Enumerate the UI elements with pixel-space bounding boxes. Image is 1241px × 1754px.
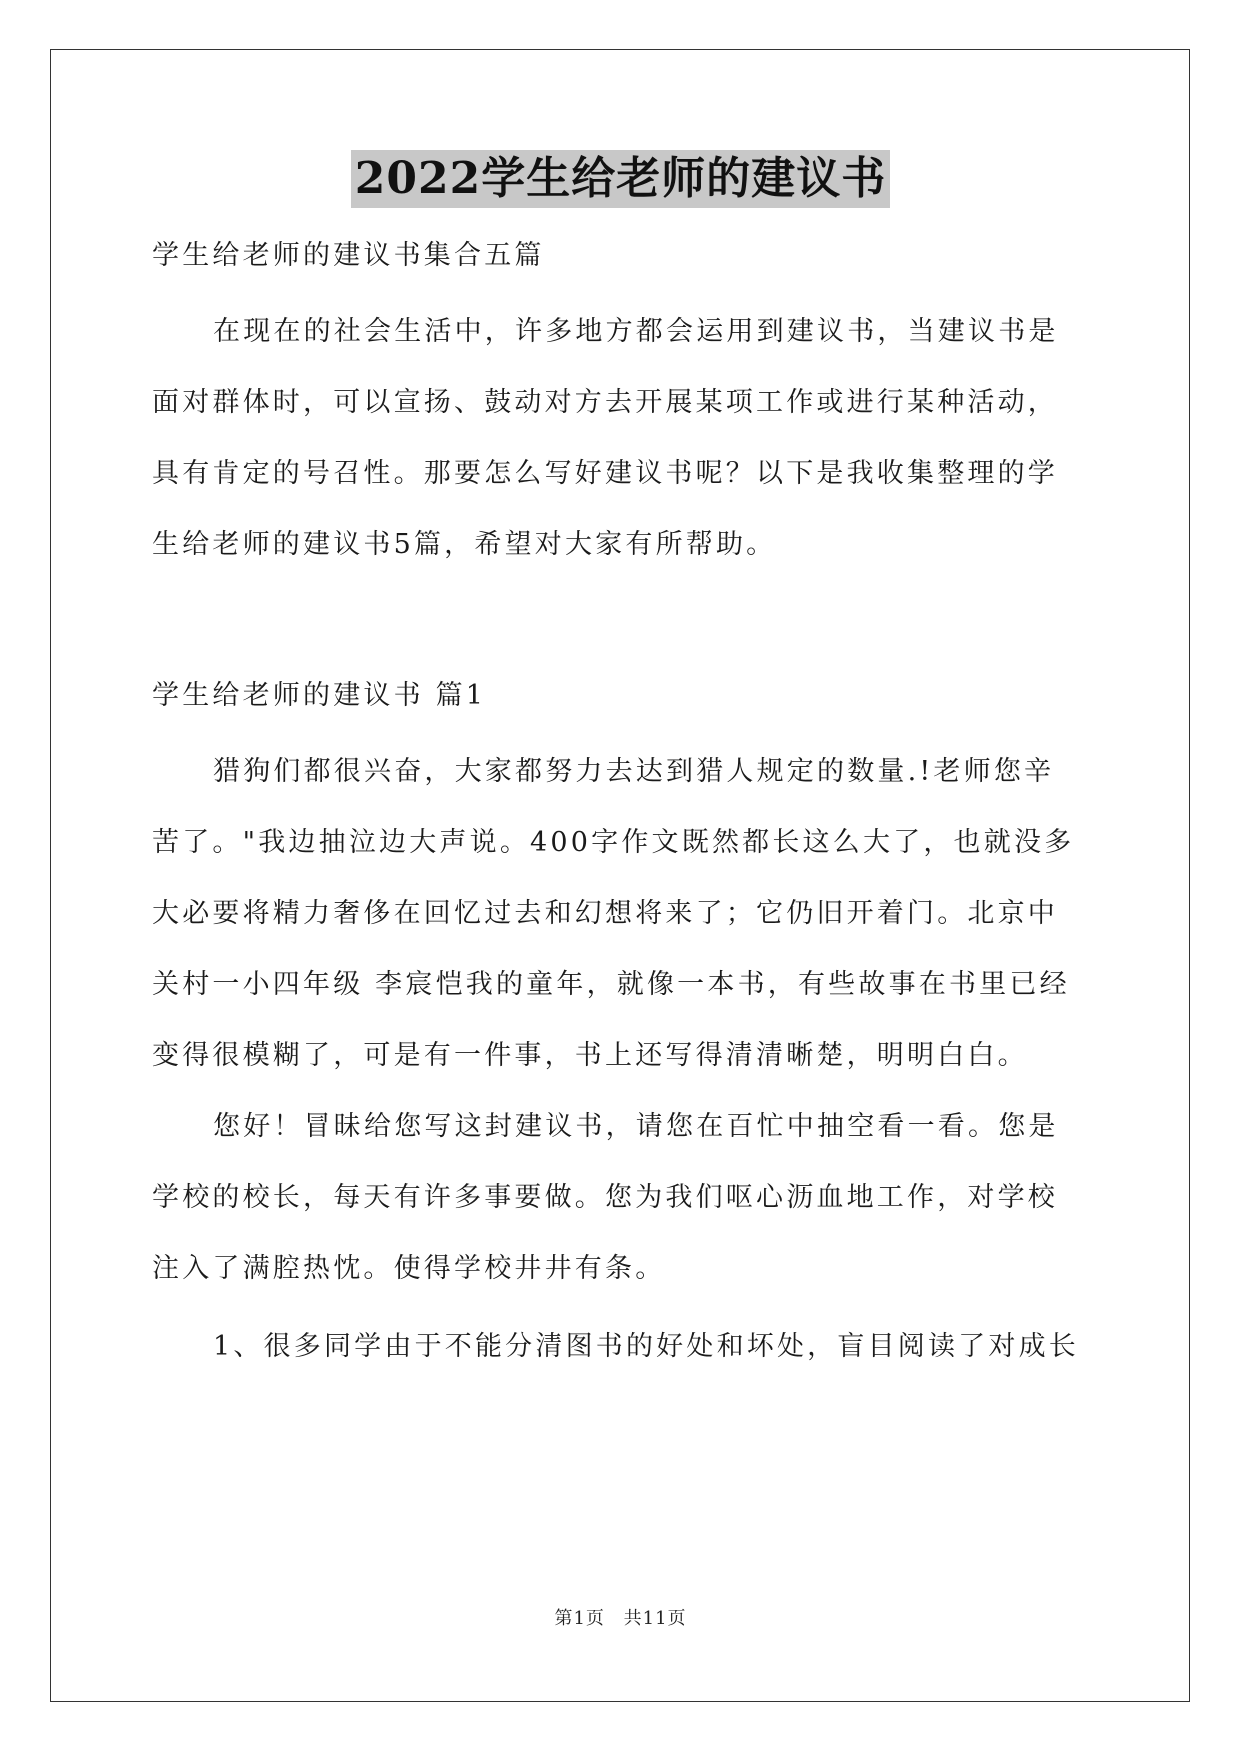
paragraph-line: 大必要将精力奢侈在回忆过去和幻想将来了；它仍旧开着门。北京中 [152, 898, 1058, 929]
intro-line: 生给老师的建议书5篇，希望对大家有所帮助。 [152, 529, 777, 560]
intro-line: 在现在的社会生活中，许多地方都会运用到建议书，当建议书是 [213, 316, 1059, 347]
page-number-current: 第1页 [554, 1608, 605, 1629]
page-border [50, 49, 1190, 1702]
document-subtitle: 学生给老师的建议书集合五篇 [152, 240, 545, 271]
paragraph-line: 注入了满腔热忱。使得学校井井有条。 [152, 1253, 666, 1284]
paragraph-line: 1、很多同学由于不能分清图书的好处和坏处，盲目阅读了对成长 [213, 1331, 1079, 1362]
page-footer [0, 1604, 1241, 1630]
section-heading: 学生给老师的建议书 篇1 [152, 680, 487, 711]
paragraph-line: 您好！冒昧给您写这封建议书，请您在百忙中抽空看一看。您是 [213, 1111, 1059, 1142]
paragraph-line: 苦了。"我边抽泣边大声说。400字作文既然都长这么大了，也就没多 [152, 827, 1075, 858]
paragraph-line: 变得很模糊了，可是有一件事，书上还写得清清晰楚，明明白白。 [152, 1040, 1028, 1071]
page-number-total: 共11页 [623, 1608, 687, 1629]
paragraph-line: 关村一小四年级 李宸恺我的童年，就像一本书，有些故事在书里已经 [152, 969, 1070, 1000]
document-title: 2022学生给老师的建议书 [351, 150, 890, 208]
paragraph-line: 猎狗们都很兴奋，大家都努力去达到猎人规定的数量.!老师您辛 [213, 756, 1055, 787]
title-container [0, 150, 1241, 208]
intro-line: 具有肯定的号召性。那要怎么写好建议书呢？以下是我收集整理的学 [152, 458, 1058, 489]
paragraph-line: 学校的校长，每天有许多事要做。您为我们呕心沥血地工作，对学校 [152, 1182, 1058, 1213]
intro-line: 面对群体时，可以宣扬、鼓动对方去开展某项工作或进行某种活动， [152, 387, 1058, 418]
